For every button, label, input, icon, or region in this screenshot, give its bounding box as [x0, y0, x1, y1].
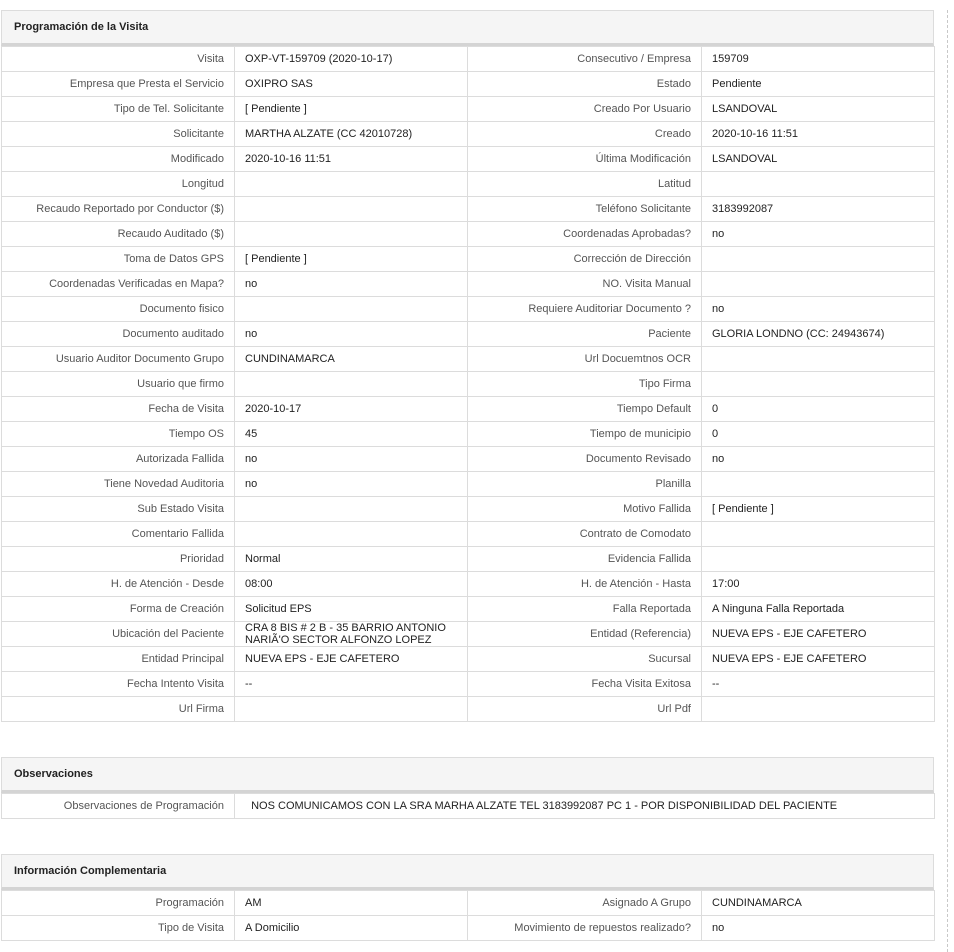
field-value — [235, 372, 468, 397]
table-row — [2, 672, 935, 697]
field-value: -- — [702, 672, 935, 697]
field-value: 3183992087 — [702, 197, 935, 222]
field-value — [235, 697, 468, 722]
table-row — [2, 147, 935, 172]
field-label: Tiempo OS — [2, 422, 235, 447]
table-row — [2, 222, 935, 247]
field-label: Coordenadas Aprobadas? — [468, 222, 702, 247]
field-value: NUEVA EPS - EJE CAFETERO — [702, 647, 935, 672]
table-row — [2, 372, 935, 397]
field-value — [235, 222, 468, 247]
field-label: Motivo Fallida — [468, 497, 702, 522]
field-label: Requiere Auditoriar Documento ? — [468, 297, 702, 322]
field-value: Solicitud EPS — [235, 597, 468, 622]
table-row — [2, 297, 935, 322]
table-row — [2, 172, 935, 197]
field-value: NOS COMUNICAMOS CON LA SRA MARHA ALZATE TEL 3183992087 PC 1 - POR DISPONIBILIDAD DEL PACIENTE — [235, 794, 935, 819]
field-label: Movimiento de repuestos realizado? — [468, 916, 702, 941]
field-label: Tiene Novedad Auditoria — [2, 472, 235, 497]
field-value: OXIPRO SAS — [235, 72, 468, 97]
field-value: 159709 — [702, 47, 935, 72]
table-row — [2, 916, 935, 941]
field-label: Sucursal — [468, 647, 702, 672]
field-label: Usuario Auditor Documento Grupo — [2, 347, 235, 372]
table-row — [2, 447, 935, 472]
field-value — [702, 372, 935, 397]
field-value: no — [235, 272, 468, 297]
field-value — [702, 522, 935, 547]
field-value: [ Pendiente ] — [235, 97, 468, 122]
field-label: Observaciones de Programación — [2, 794, 235, 819]
field-value: CRA 8 BIS # 2 B - 35 BARRIO ANTONIO NARIÃ'O SECTOR ALFONZO LOPEZ — [235, 622, 468, 647]
field-label: Comentario Fallida — [2, 522, 235, 547]
field-value: no — [702, 447, 935, 472]
field-label: Fecha Visita Exitosa — [468, 672, 702, 697]
field-label: Latitud — [468, 172, 702, 197]
field-value: NUEVA EPS - EJE CAFETERO — [702, 622, 935, 647]
field-value: no — [702, 916, 935, 941]
field-label: Longitud — [2, 172, 235, 197]
field-value: MARTHA ALZATE (CC 42010728) — [235, 122, 468, 147]
field-value: LSANDOVAL — [702, 147, 935, 172]
field-label: Creado Por Usuario — [468, 97, 702, 122]
field-value: NUEVA EPS - EJE CAFETERO — [235, 647, 468, 672]
field-label: Solicitante — [2, 122, 235, 147]
field-label: Usuario que firmo — [2, 372, 235, 397]
field-value: Normal — [235, 547, 468, 572]
field-label: Teléfono Solicitante — [468, 197, 702, 222]
field-value: LSANDOVAL — [702, 97, 935, 122]
field-value — [235, 297, 468, 322]
observaciones-title: Observaciones — [14, 768, 93, 780]
field-label: Estado — [468, 72, 702, 97]
field-value: 0 — [702, 397, 935, 422]
table-row — [2, 472, 935, 497]
field-value: GLORIA LONDNO (CC: 24943674) — [702, 322, 935, 347]
table-row — [2, 122, 935, 147]
field-label: Prioridad — [2, 547, 235, 572]
table-row — [2, 597, 935, 622]
table-row — [2, 97, 935, 122]
field-value — [702, 272, 935, 297]
table-row — [2, 547, 935, 572]
field-label: Consecutivo / Empresa — [468, 47, 702, 72]
field-value: no — [235, 322, 468, 347]
field-value — [702, 247, 935, 272]
table-row — [2, 397, 935, 422]
table-row — [2, 891, 935, 916]
observaciones-header — [1, 757, 934, 793]
complementaria-title: Información Complementaria — [14, 865, 167, 877]
table-row — [2, 622, 935, 647]
table-row — [2, 197, 935, 222]
field-value: -- — [235, 672, 468, 697]
field-label: Coordenadas Verificadas en Mapa? — [2, 272, 235, 297]
table-row — [2, 322, 935, 347]
field-label: Falla Reportada — [468, 597, 702, 622]
field-label: Tipo de Visita — [2, 916, 235, 941]
field-label: Forma de Creación — [2, 597, 235, 622]
programacion-table — [1, 46, 935, 722]
field-label: H. de Atención - Hasta — [468, 572, 702, 597]
field-label: Fecha de Visita — [2, 397, 235, 422]
field-label: Modificado — [2, 147, 235, 172]
field-label: Toma de Datos GPS — [2, 247, 235, 272]
table-row — [2, 272, 935, 297]
field-label: Paciente — [468, 322, 702, 347]
programacion-header — [1, 10, 934, 46]
field-label: Fecha Intento Visita — [2, 672, 235, 697]
field-label: Empresa que Presta el Servicio — [2, 72, 235, 97]
field-value: CUNDINAMARCA — [702, 891, 935, 916]
table-row — [2, 422, 935, 447]
table-row — [2, 522, 935, 547]
table-row — [2, 572, 935, 597]
field-value — [235, 172, 468, 197]
field-label: Recaudo Reportado por Conductor ($) — [2, 197, 235, 222]
field-value: 08:00 — [235, 572, 468, 597]
complementaria-table — [1, 890, 935, 941]
field-label: NO. Visita Manual — [468, 272, 702, 297]
field-value: 17:00 — [702, 572, 935, 597]
field-label: Sub Estado Visita — [2, 497, 235, 522]
field-label: Documento Revisado — [468, 447, 702, 472]
field-value: 0 — [702, 422, 935, 447]
field-label: Programación — [2, 891, 235, 916]
observaciones-table — [1, 793, 935, 819]
field-value: A Ninguna Falla Reportada — [702, 597, 935, 622]
field-value — [702, 472, 935, 497]
field-value: A Domicilio — [235, 916, 468, 941]
table-row — [2, 697, 935, 722]
table-row — [2, 647, 935, 672]
field-label: Recaudo Auditado ($) — [2, 222, 235, 247]
field-label: H. de Atención - Desde — [2, 572, 235, 597]
field-value: 45 — [235, 422, 468, 447]
field-value: 2020-10-16 11:51 — [235, 147, 468, 172]
field-label: Ubicación del Paciente — [2, 622, 235, 647]
scroll-divider — [947, 10, 948, 952]
table-row — [2, 794, 935, 819]
field-value: no — [702, 297, 935, 322]
table-row — [2, 247, 935, 272]
field-label: Documento fisico — [2, 297, 235, 322]
field-label: Creado — [468, 122, 702, 147]
field-value — [235, 522, 468, 547]
field-label: Última Modificación — [468, 147, 702, 172]
field-value: [ Pendiente ] — [702, 497, 935, 522]
field-value — [235, 197, 468, 222]
field-value — [702, 547, 935, 572]
field-value: 2020-10-17 — [235, 397, 468, 422]
field-label: Entidad Principal — [2, 647, 235, 672]
field-label: Tipo Firma — [468, 372, 702, 397]
field-label: Asignado A Grupo — [468, 891, 702, 916]
field-label: Documento auditado — [2, 322, 235, 347]
field-value: no — [235, 447, 468, 472]
field-label: Url Docuemtnos OCR — [468, 347, 702, 372]
programacion-title: Programación de la Visita — [14, 21, 149, 33]
field-label: Visita — [2, 47, 235, 72]
field-value: no — [235, 472, 468, 497]
table-row — [2, 347, 935, 372]
field-label: Evidencia Fallida — [468, 547, 702, 572]
field-value: [ Pendiente ] — [235, 247, 468, 272]
field-value: OXP-VT-159709 (2020-10-17) — [235, 47, 468, 72]
field-label: Entidad (Referencia) — [468, 622, 702, 647]
field-value: 2020-10-16 11:51 — [702, 122, 935, 147]
field-value — [702, 172, 935, 197]
field-label: Tiempo Default — [468, 397, 702, 422]
field-label: Corrección de Dirección — [468, 247, 702, 272]
field-value: AM — [235, 891, 468, 916]
field-label: Contrato de Comodato — [468, 522, 702, 547]
field-value: CUNDINAMARCA — [235, 347, 468, 372]
field-value: Pendiente — [702, 72, 935, 97]
field-value — [702, 347, 935, 372]
field-label: Tiempo de municipio — [468, 422, 702, 447]
field-value: no — [702, 222, 935, 247]
field-value — [702, 697, 935, 722]
complementaria-header — [1, 854, 934, 890]
table-row — [2, 72, 935, 97]
table-row — [2, 47, 935, 72]
field-label: Url Firma — [2, 697, 235, 722]
table-row — [2, 497, 935, 522]
field-label: Tipo de Tel. Solicitante — [2, 97, 235, 122]
field-label: Planilla — [468, 472, 702, 497]
field-label: Autorizada Fallida — [2, 447, 235, 472]
field-label: Url Pdf — [468, 697, 702, 722]
visit-detail-page — [1, 10, 934, 941]
field-value — [235, 497, 468, 522]
